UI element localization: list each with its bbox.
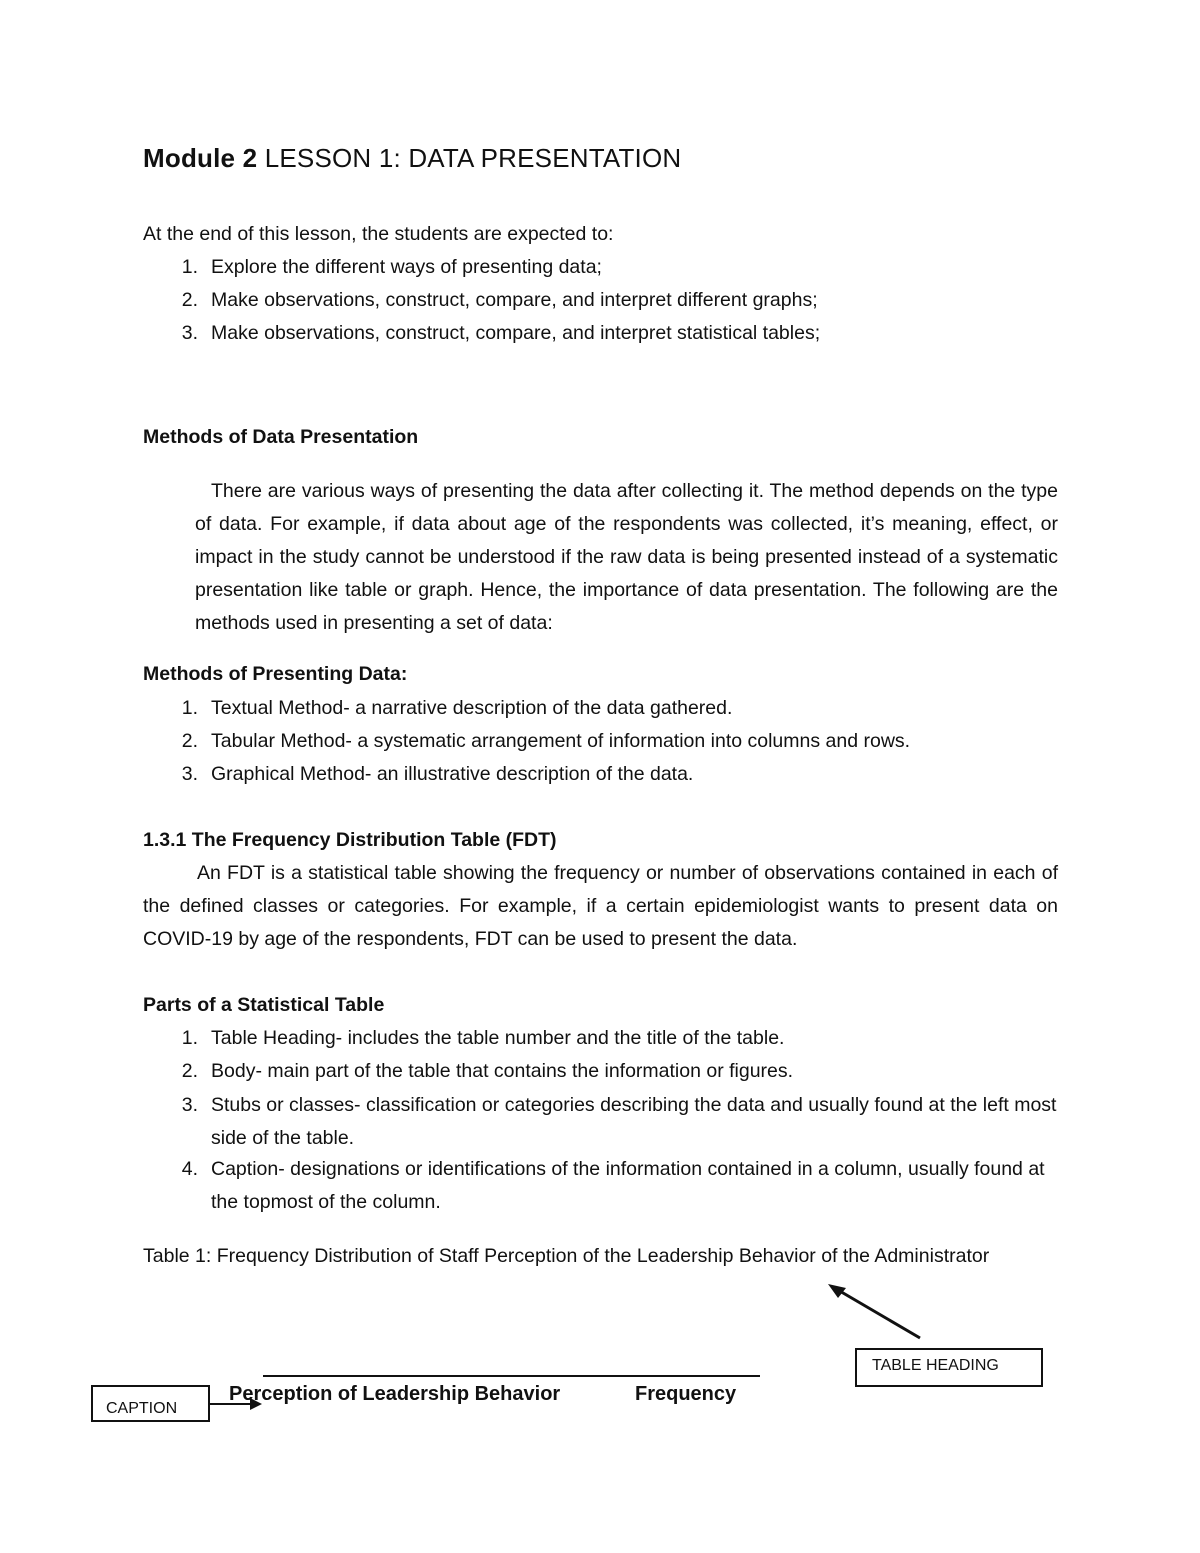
table-heading-label: TABLE HEADING (872, 1357, 999, 1374)
list-number: 3. (181, 322, 198, 344)
table-heading-label-box (855, 1348, 1043, 1387)
fdt-heading: 1.3.1 The Frequency Distribution Table (FDT) (143, 829, 557, 851)
heading-arrow-head (828, 1284, 846, 1298)
list-text: Textual Method- a narrative description of the data gathered. (211, 697, 733, 719)
presenting-heading: Methods of Presenting Data: (143, 663, 408, 685)
list-text: Graphical Method- an illustrative description of the data. (211, 763, 694, 785)
table-title: Table 1: Frequency Distribution of Staff Perception of the Leadership Behavior of the Administrator (143, 1245, 990, 1267)
objectives-intro: At the end of this lesson, the students are expected to: (143, 223, 614, 245)
list-number: 2. (181, 289, 198, 311)
methods-heading: Methods of Data Presentation (143, 426, 419, 448)
caption-label-box (91, 1385, 210, 1422)
list-text: Stubs or classes- classification or categories describing the data and usually found at the left most side of the table. (211, 1094, 1057, 1149)
list-text: Make observations, construct, compare, and interpret different graphs; (211, 289, 818, 311)
list-text: Body- main part of the table that contains the information or figures. (211, 1060, 794, 1082)
list-number: 2. (181, 730, 198, 752)
list-number: 1. (181, 697, 198, 719)
methods-paragraph: There are various ways of presenting the data after collecting it. The method depends on the type of data. For example, if data about age of the respondents was collected, it’s meaning, effect, or impact in the study cannot be understood if the raw data is being presented instead of a systematic presentation like table or graph. Hence, the importance of data presentation. The following are the methods used in presenting a set of data: (195, 480, 1058, 634)
list-text: Explore the different ways of presenting data; (211, 256, 602, 278)
caption-label: CAPTION (106, 1400, 178, 1417)
list-number: 1. (181, 1027, 198, 1049)
list-text: Make observations, construct, compare, and interpret statistical tables; (211, 322, 821, 344)
column-header-perception: Perception of Leadership Behavior (229, 1383, 561, 1405)
fdt-paragraph: An FDT is a statistical table showing the frequency or number of observations contained in each of the defined classes or categories. For example, if a certain epidemiologist wants to present data on COVID-19 by age of the respondents, FDT can be used to present the data. (143, 862, 1058, 950)
parts-heading: Parts of a Statistical Table (143, 994, 385, 1016)
heading-arrow-line (838, 1290, 920, 1338)
title-lesson: LESSON 1: DATA PRESENTATION (257, 143, 682, 173)
list-text: Tabular Method- a systematic arrangement of information into columns and rows. (211, 730, 911, 752)
column-header-frequency: Frequency (635, 1383, 737, 1405)
list-text: Caption- designations or identifications of the information contained in a column, usually found at the topmost of the column. (211, 1158, 1045, 1213)
list-number: 1. (181, 256, 198, 278)
list-text: Table Heading- includes the table number and the title of the table. (211, 1027, 785, 1049)
list-number: 2. (181, 1060, 198, 1082)
list-number: 3. (181, 1094, 198, 1116)
list-number: 4. (181, 1158, 198, 1180)
title-module: Module 2 (143, 143, 258, 173)
list-number: 3. (181, 763, 198, 785)
